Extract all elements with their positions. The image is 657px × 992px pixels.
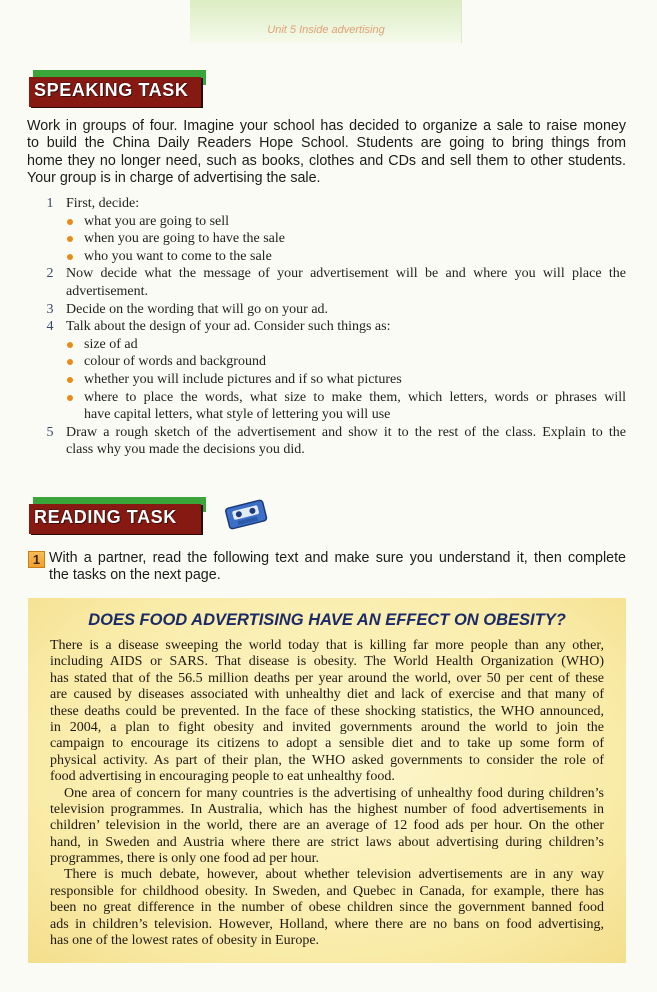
article-line: television programmes. In Australia, which has the highest number of food advertisements in	[50, 801, 604, 817]
bullet-continuation	[0, 406, 657, 424]
article-line: in 2004, a plan to fight obesity and invited governments around the world to join the	[50, 719, 604, 735]
cassette-tape-icon	[221, 498, 271, 530]
intro-line: home they no longer need, such as books, clothes and CDs and sell them to other students.	[27, 152, 626, 169]
article-paragraph	[50, 638, 604, 786]
speaking-task-steps	[0, 195, 657, 459]
intro-line: Work in groups of four. Imagine your school has decided to organize a sale to raise money	[27, 118, 626, 134]
step-1	[0, 195, 657, 213]
bullet-text: who you want to come to the sale	[84, 248, 272, 264]
article-line: ads in children’s television. However, Holland, where there are no bans on food advertising,	[50, 916, 604, 932]
bullet-item	[0, 336, 657, 354]
speaking-task-banner	[29, 70, 206, 107]
bullet-text: whether you will include pictures and if so what pictures	[84, 371, 402, 387]
bullet-dot	[67, 342, 73, 348]
instruction-line: the tasks on the next page.	[49, 567, 221, 584]
article-box	[28, 598, 626, 963]
speaking-task-intro	[27, 118, 626, 188]
bullet-item	[0, 353, 657, 371]
article-line: One area of concern for many countries is the advertising of unhealthy food during children’s	[64, 785, 604, 801]
article-title: DOES FOOD ADVERTISING HAVE AN EFFECT ON OBESITY?	[88, 611, 566, 629]
exercise-instructions	[49, 550, 626, 585]
reading-task-heading: READING TASK	[34, 507, 177, 527]
speaking-task-heading: SPEAKING TASK	[34, 80, 189, 100]
step-number: 3	[46, 301, 54, 317]
reading-task-banner	[29, 497, 206, 534]
bullet-dot	[67, 377, 73, 383]
unit-header	[190, 0, 462, 43]
article-line: been no great difference in the number of obese children since the government banned food	[50, 900, 604, 916]
step-number: 2	[46, 266, 54, 282]
article-line: responsible for childhood obesity. In Sweden, and Quebec in Canada, for example, there has	[50, 883, 604, 899]
bullet-item	[0, 248, 657, 266]
step-continuation	[0, 283, 657, 301]
article-line: There is a disease sweeping the world today that is killing far more people than any other,	[50, 638, 604, 653]
bullet-item	[0, 389, 657, 407]
article-line: food advertising in encouraging people to eat unhealthy food.	[50, 769, 395, 785]
article-body	[50, 638, 604, 949]
article-line: There is much debate, however, about whether television advertisements are in any way	[64, 867, 604, 883]
exercise-number-badge: 1	[28, 551, 45, 568]
step-text: First, decide:	[66, 196, 140, 211]
step-text: Draw a rough sketch of the advertisement and show it to the rest of the class. Explain to the	[66, 424, 626, 440]
article-line: hand, in Sweden and Austria where there are strict laws about advertising during children’s	[50, 834, 604, 850]
step-3	[0, 301, 657, 319]
step-text: Decide on the wording that will go on your ad.	[66, 301, 329, 317]
bullet-text: what you are going to sell	[84, 213, 230, 229]
bullet-text: have capital letters, what style of lettering you will use	[84, 407, 391, 423]
bullet-dot	[67, 219, 73, 225]
step-4	[0, 318, 657, 336]
bullet-text: size of ad	[84, 336, 138, 352]
step-number: 1	[46, 196, 54, 211]
article-line: children’ television in the world, there are an average of 12 food ads per hour. On the other	[50, 818, 604, 834]
bullet-item	[0, 213, 657, 231]
article-line: are caused by diseases associated with unhealthy diet and lack of exercise and that many of	[50, 687, 604, 703]
bullet-text: where to place the words, what size to make them, which letters, words or phrases will	[84, 389, 626, 405]
step-number: 5	[46, 424, 54, 440]
bullet-item	[0, 230, 657, 248]
instruction-line: With a partner, read the following text and make sure you understand it, then complete	[49, 550, 626, 566]
bullet-item	[0, 371, 657, 389]
bullet-dot	[67, 395, 73, 401]
bullet-text: when you are going to have the sale	[84, 231, 285, 247]
step-text: advertisement.	[66, 283, 149, 299]
intro-line: Your group is in charge of advertising the sale.	[27, 170, 321, 187]
article-line: these deaths could be prevented. In the face of these shocking statistics, the WHO announced,	[50, 703, 604, 719]
article-line: campaign to encourage its citizens to adopt a sensible diet and to take up some form of	[50, 736, 604, 752]
article-line: including AIDS or SARS. That disease is obesity. The World Health Organization (WHO)	[50, 654, 604, 670]
step-2	[0, 265, 657, 283]
bullet-dot	[67, 236, 73, 242]
article-line: programmes, there is only one food ad per hour.	[50, 851, 320, 867]
step-text: Talk about the design of your ad. Consider such things as:	[66, 319, 391, 335]
bullet-dot	[67, 359, 73, 365]
step-text: Now decide what the message of your advertisement will be and where you will place the	[66, 266, 626, 282]
article-paragraph	[50, 867, 604, 949]
step-5	[0, 424, 657, 442]
unit-title: Unit 5 Inside advertising	[267, 24, 385, 36]
bullet-text: colour of words and background	[84, 354, 266, 370]
step-continuation	[0, 441, 657, 459]
article-line: physical activity. As part of their plan, the WHO asked governments to consider the role of	[50, 752, 604, 768]
article-line: has one of the lowest rates of obesity in Europe.	[50, 933, 320, 949]
step-number: 4	[46, 319, 54, 335]
step-text: class why you made the decisions you did.	[66, 442, 305, 458]
article-paragraph	[50, 786, 604, 868]
intro-line: to build the China Daily Readers Hope School. Students are going to bring things from	[27, 135, 626, 152]
article-line: has stated that of the 56.5 million deaths per year around the world, over 50 per cent of these	[50, 670, 604, 686]
bullet-dot	[67, 254, 73, 260]
